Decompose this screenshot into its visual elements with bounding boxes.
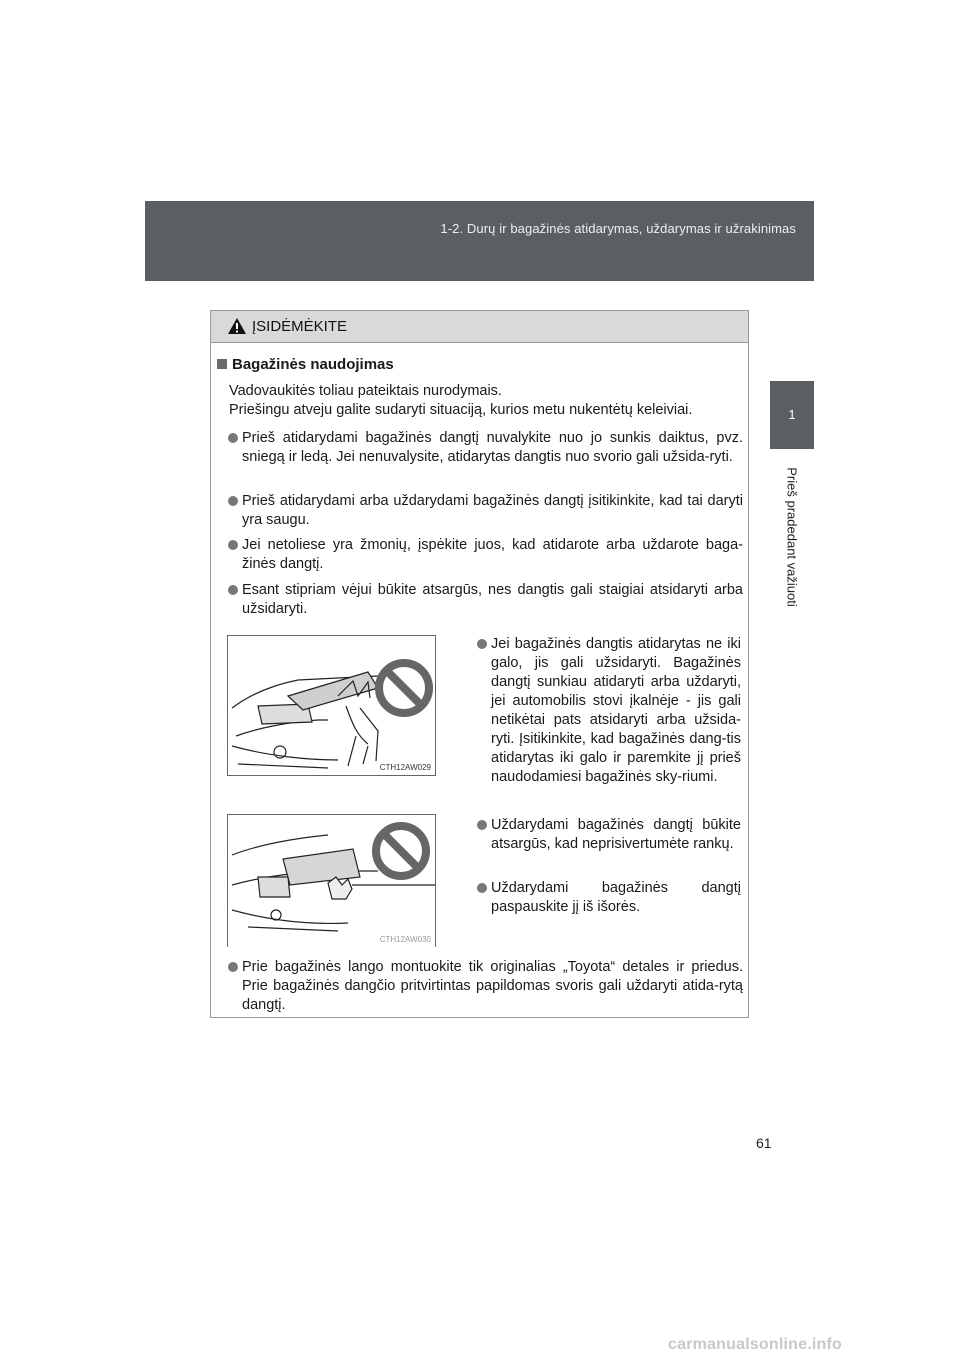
bullet-dot xyxy=(228,433,238,443)
figure-code: CTH12AW029 xyxy=(379,763,431,772)
bullet-item: Jei netoliese yra žmonių, įspėkite juos, kad atidarote arba uždarote baga-žinės dangtį. xyxy=(242,536,743,574)
caution-content xyxy=(211,342,748,1017)
caution-header xyxy=(211,311,748,343)
bullet-item: Prieš atidarydami bagažinės dangtį nuvalykite nuo jo sunkis daiktus, pvz. sniegą ir ledą. Jei nenuvalysite, atidarytas dangtis nuo svorio gali užsida-ryti. xyxy=(242,429,743,467)
prohibition-sign-icon xyxy=(376,826,426,876)
bullet-item: Esant stipriam vėjui būkite atsargūs, nes dangtis gali staigiai atsidaryti arba užsidaryti. xyxy=(242,581,743,619)
caution-box xyxy=(210,310,749,1018)
bullet-dot xyxy=(477,639,487,649)
prohibition-sign-icon xyxy=(379,663,429,713)
intro-text xyxy=(229,382,740,420)
warning-triangle-icon xyxy=(227,317,247,335)
bullet-dot xyxy=(228,540,238,550)
page-number: 61 xyxy=(756,1135,772,1151)
square-bullet-icon xyxy=(217,359,227,369)
bullet-dot xyxy=(228,962,238,972)
chapter-tab xyxy=(770,381,814,449)
chapter-header-band xyxy=(145,201,814,281)
watermark: carmanualsonline.info xyxy=(668,1336,843,1353)
bullet-dot xyxy=(477,883,487,893)
bullet-item: Uždarydami bagažinės dangtį paspauskite jį iš išorės. xyxy=(491,879,741,917)
car-trunk-illustration xyxy=(228,636,436,776)
bullet-item: Prie bagažinės lango montuokite tik originalias „Toyota“ detales ir priedus. Prie bagažinės dangčio pritvirtintas papildomas svoris gali uždaryti atida-rytą dangtį. xyxy=(242,958,743,1015)
bullet-item: Prieš atidarydami arba uždarydami bagažinės dangtį įsitikinkite, kad tai daryti yra saugu. xyxy=(242,492,743,530)
bullet-item: Uždarydami bagažinės dangtį būkite atsargūs, kad neprisivertumėte rankų. xyxy=(491,816,741,854)
chapter-label: Prieš pradedant važiuoti xyxy=(784,467,800,607)
figure-trunk-lid-partially-open xyxy=(227,635,436,776)
bullet-dot xyxy=(477,820,487,830)
chapter-number: 1 xyxy=(788,407,796,422)
figure-trunk-lid-closing-hand xyxy=(227,814,436,947)
intro-line-1: Vadovaukitės toliau pateiktais nurodymais. xyxy=(229,383,502,399)
figure-code: CTH12AW030 xyxy=(379,935,431,944)
caution-title: ĮSIDĖMĖKITE xyxy=(252,318,348,335)
bullet-dot xyxy=(228,496,238,506)
section-title: Bagažinės naudojimas xyxy=(217,356,394,373)
bullet-dot xyxy=(228,585,238,595)
intro-line-2: Priešingu atveju galite sudaryti situaciją, kurios metu nukentėtų keleiviai. xyxy=(229,402,693,418)
section-heading: 1-2. Durų ir bagažinės atidarymas, uždarymas ir užrakinimas xyxy=(440,221,796,236)
bullet-item: Jei bagažinės dangtis atidarytas ne iki galo, jis gali užsidaryti. Bagažinės dangtį sunkiau atidaryti arba uždaryti, jei automobilis stovi įkalnėje - jis gali netikėtai pats atsidaryti arba užsida-ryti. Įsitikinkite, kad bagažinės dang-tis atidarytas iki galo ir paremkite jį prieš naudodamiesi bagažinės sky-riumi. xyxy=(491,635,741,787)
car-trunk-closing-illustration xyxy=(228,815,436,947)
